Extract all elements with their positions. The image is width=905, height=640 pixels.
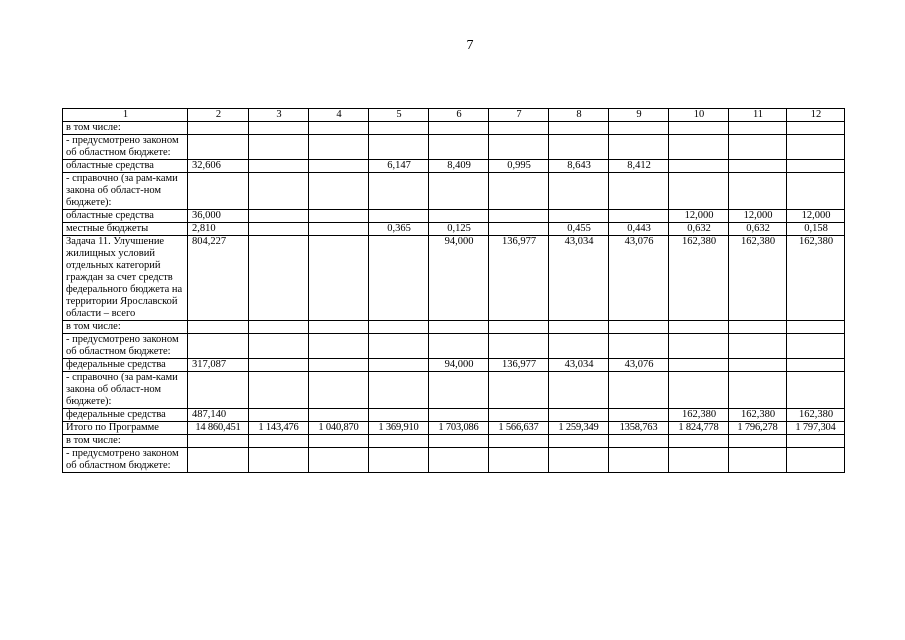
table-cell <box>549 210 609 223</box>
table-cell: 94,000 <box>429 359 489 372</box>
table-cell <box>787 122 845 135</box>
table-cell <box>249 321 309 334</box>
table-cell <box>369 210 429 223</box>
row-label: - предусмотрено законом об областном бюджете: <box>63 448 188 473</box>
table-cell <box>549 122 609 135</box>
table-cell: 1 703,086 <box>429 422 489 435</box>
table-cell: 0,632 <box>669 223 729 236</box>
row-label: в том числе: <box>63 122 188 135</box>
table-row <box>63 334 845 359</box>
table-body <box>63 109 845 473</box>
table-cell <box>249 359 309 372</box>
table-cell: 1 566,637 <box>489 422 549 435</box>
table-cell <box>669 321 729 334</box>
table-cell: 1 259,349 <box>549 422 609 435</box>
table-cell <box>429 448 489 473</box>
table-cell: 162,380 <box>729 409 787 422</box>
row-label: Итого по Программе <box>63 422 188 435</box>
table-cell: 0,995 <box>489 160 549 173</box>
table-cell: 1 369,910 <box>369 422 429 435</box>
table-cell <box>309 160 369 173</box>
table-cell <box>369 135 429 160</box>
table-cell <box>489 435 549 448</box>
table-cell <box>188 334 249 359</box>
table-cell <box>787 372 845 409</box>
table-cell: 162,380 <box>669 236 729 321</box>
table-cell <box>309 435 369 448</box>
table-cell: 0,632 <box>729 223 787 236</box>
table-row <box>63 135 845 160</box>
table-cell <box>787 321 845 334</box>
table-cell <box>669 359 729 372</box>
table-cell <box>429 334 489 359</box>
table-cell <box>309 321 369 334</box>
table-cell <box>369 122 429 135</box>
column-header: 11 <box>729 109 787 122</box>
table-cell <box>429 372 489 409</box>
table-cell: 487,140 <box>188 409 249 422</box>
table-cell <box>609 173 669 210</box>
table-cell <box>369 409 429 422</box>
table-cell <box>729 359 787 372</box>
table-cell: 12,000 <box>729 210 787 223</box>
table-cell <box>249 223 309 236</box>
table-cell <box>609 448 669 473</box>
table-cell: 804,227 <box>188 236 249 321</box>
table-cell <box>729 334 787 359</box>
table-cell <box>369 435 429 448</box>
table-cell <box>249 210 309 223</box>
table-cell <box>188 135 249 160</box>
table-row <box>63 122 845 135</box>
table-cell <box>609 334 669 359</box>
table-cell <box>188 448 249 473</box>
table-cell <box>549 135 609 160</box>
table-cell <box>429 135 489 160</box>
table-cell <box>309 223 369 236</box>
table-cell <box>249 409 309 422</box>
table-cell: 162,380 <box>729 236 787 321</box>
row-label: в том числе: <box>63 321 188 334</box>
table-cell <box>188 435 249 448</box>
budget-table <box>62 108 845 473</box>
table-cell <box>369 321 429 334</box>
table-cell <box>489 334 549 359</box>
table-cell <box>609 135 669 160</box>
table-cell <box>729 135 787 160</box>
row-label: федеральные средства <box>63 409 188 422</box>
table-cell <box>309 135 369 160</box>
table-cell <box>489 223 549 236</box>
table-cell: 12,000 <box>669 210 729 223</box>
table-cell <box>489 173 549 210</box>
table-cell <box>309 372 369 409</box>
table-cell <box>669 173 729 210</box>
row-label: местные бюджеты <box>63 223 188 236</box>
table-cell <box>787 334 845 359</box>
table-cell: 36,000 <box>188 210 249 223</box>
table-cell <box>249 435 309 448</box>
table-cell <box>309 409 369 422</box>
table-cell <box>609 409 669 422</box>
table-header-row <box>63 109 845 122</box>
row-label: в том числе: <box>63 435 188 448</box>
table-cell: 8,643 <box>549 160 609 173</box>
table-cell <box>549 173 609 210</box>
table-row <box>63 210 845 223</box>
table-row <box>63 223 845 236</box>
table-cell <box>429 210 489 223</box>
table-cell: 43,034 <box>549 359 609 372</box>
table-cell: 43,034 <box>549 236 609 321</box>
table-cell: 32,606 <box>188 160 249 173</box>
table-cell <box>188 122 249 135</box>
table-cell: 0,443 <box>609 223 669 236</box>
table-cell <box>429 409 489 422</box>
table-cell: 136,977 <box>489 236 549 321</box>
table-cell <box>369 334 429 359</box>
table-row <box>63 236 845 321</box>
table-cell: 0,365 <box>369 223 429 236</box>
table-cell <box>609 321 669 334</box>
table-cell <box>609 372 669 409</box>
table-cell <box>609 210 669 223</box>
table-cell <box>249 122 309 135</box>
table-cell <box>309 334 369 359</box>
table-cell <box>429 173 489 210</box>
table-cell: 43,076 <box>609 359 669 372</box>
table-cell: 1 824,778 <box>669 422 729 435</box>
column-header: 3 <box>249 109 309 122</box>
table-cell <box>609 435 669 448</box>
row-label: областные средства <box>63 160 188 173</box>
column-header: 5 <box>369 109 429 122</box>
table-row <box>63 173 845 210</box>
table-cell: 6,147 <box>369 160 429 173</box>
table-cell <box>309 359 369 372</box>
table-cell <box>787 173 845 210</box>
column-header: 1 <box>63 109 188 122</box>
table-cell <box>787 135 845 160</box>
table-cell <box>429 435 489 448</box>
table-cell: 162,380 <box>669 409 729 422</box>
table-cell <box>549 409 609 422</box>
table-cell <box>489 321 549 334</box>
table-cell <box>669 448 729 473</box>
table-cell <box>249 160 309 173</box>
table-cell <box>549 448 609 473</box>
table-cell <box>787 448 845 473</box>
table-cell <box>489 135 549 160</box>
table-row <box>63 448 845 473</box>
table-cell <box>249 372 309 409</box>
table-cell: 0,158 <box>787 223 845 236</box>
column-header: 9 <box>609 109 669 122</box>
table-cell: 162,380 <box>787 409 845 422</box>
table-cell <box>669 135 729 160</box>
table-cell <box>729 448 787 473</box>
table-cell <box>309 122 369 135</box>
table-cell: 0,125 <box>429 223 489 236</box>
column-header: 6 <box>429 109 489 122</box>
table-cell <box>549 435 609 448</box>
table-row <box>63 409 845 422</box>
table-cell <box>249 173 309 210</box>
table-row <box>63 160 845 173</box>
table-cell: 8,412 <box>609 160 669 173</box>
table-cell <box>549 372 609 409</box>
table-cell <box>489 448 549 473</box>
column-header: 12 <box>787 109 845 122</box>
row-label: - предусмотрено законом об областном бюджете: <box>63 334 188 359</box>
table-cell <box>729 122 787 135</box>
table-cell <box>429 321 489 334</box>
table-cell <box>369 173 429 210</box>
row-label: - справочно (за рам-ками закона об област-ном бюджете): <box>63 372 188 409</box>
table-cell: 94,000 <box>429 236 489 321</box>
table-row <box>63 372 845 409</box>
table-cell <box>369 359 429 372</box>
table-row <box>63 321 845 334</box>
table-cell <box>669 372 729 409</box>
table-cell: 2,810 <box>188 223 249 236</box>
table-cell: 43,076 <box>609 236 669 321</box>
row-label: - справочно (за рам-ками закона об област-ном бюджете): <box>63 173 188 210</box>
table-cell: 1 797,304 <box>787 422 845 435</box>
table-cell <box>609 122 669 135</box>
table-cell <box>309 173 369 210</box>
column-header: 7 <box>489 109 549 122</box>
table-cell: 1 143,476 <box>249 422 309 435</box>
table-cell <box>309 210 369 223</box>
table-cell <box>669 160 729 173</box>
column-header: 2 <box>188 109 249 122</box>
table-cell <box>787 359 845 372</box>
table-cell <box>489 210 549 223</box>
table-cell <box>787 435 845 448</box>
table-cell <box>249 236 309 321</box>
table-cell <box>549 334 609 359</box>
table-cell: 162,380 <box>787 236 845 321</box>
table-cell <box>188 321 249 334</box>
table-cell: 317,087 <box>188 359 249 372</box>
column-header: 10 <box>669 109 729 122</box>
table-cell <box>669 334 729 359</box>
table-cell: 12,000 <box>787 210 845 223</box>
table-row <box>63 422 845 435</box>
table-cell <box>369 236 429 321</box>
table-cell <box>729 435 787 448</box>
table-cell <box>549 321 609 334</box>
table-cell <box>489 409 549 422</box>
table-cell: 1 796,278 <box>729 422 787 435</box>
row-label: Задача 11. Улучшение жилищных условий отдельных категорий граждан за счет средств федерального бюджета на территории Ярославской области – всего <box>63 236 188 321</box>
table-cell <box>729 160 787 173</box>
table-cell <box>188 173 249 210</box>
column-header: 8 <box>549 109 609 122</box>
page-number: 7 <box>466 38 474 53</box>
table-cell <box>249 334 309 359</box>
table-cell <box>489 372 549 409</box>
table-cell <box>249 448 309 473</box>
table-cell: 136,977 <box>489 359 549 372</box>
row-label: - предусмотрено законом об областном бюджете: <box>63 135 188 160</box>
table-cell <box>669 122 729 135</box>
row-label: областные средства <box>63 210 188 223</box>
table-cell: 1358,763 <box>609 422 669 435</box>
table-cell <box>249 135 309 160</box>
table-cell <box>669 435 729 448</box>
table-row <box>63 359 845 372</box>
table-cell <box>369 448 429 473</box>
row-label: федеральные средства <box>63 359 188 372</box>
table-row <box>63 435 845 448</box>
table-cell <box>369 372 429 409</box>
table-cell <box>729 372 787 409</box>
table-cell: 14 860,451 <box>188 422 249 435</box>
table-cell <box>429 122 489 135</box>
table-cell <box>729 173 787 210</box>
table-cell: 1 040,870 <box>309 422 369 435</box>
table-cell <box>729 321 787 334</box>
table-cell <box>787 160 845 173</box>
table-cell <box>489 122 549 135</box>
table-cell <box>309 448 369 473</box>
column-header: 4 <box>309 109 369 122</box>
table-cell <box>309 236 369 321</box>
table-cell: 0,455 <box>549 223 609 236</box>
table-cell <box>188 372 249 409</box>
table-cell: 8,409 <box>429 160 489 173</box>
